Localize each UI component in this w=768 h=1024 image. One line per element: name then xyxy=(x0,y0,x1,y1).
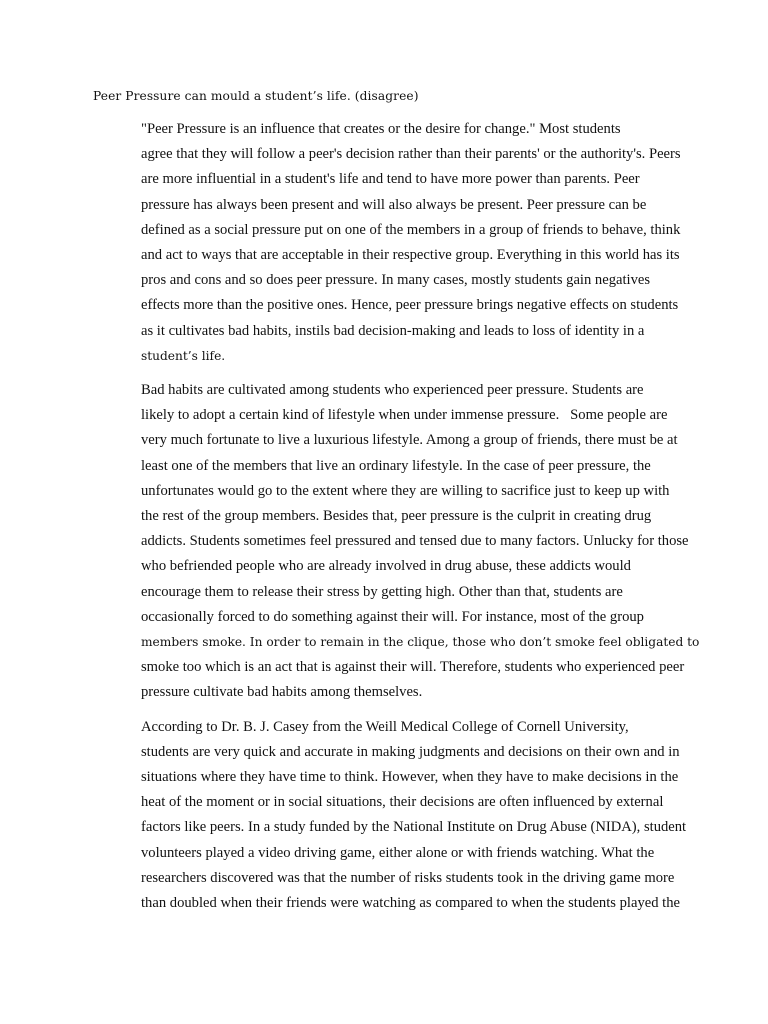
paragraph-1 xyxy=(93,117,679,369)
paragraph-line: volunteers played a video driving game, either alone or with friends watching. What the xyxy=(141,844,655,861)
paragraph-line: addicts. Students sometimes feel pressured and tensed due to many factors. Unlucky for those xyxy=(141,533,689,550)
paragraph-line: who befriended people who are already involved in drug abuse, these addicts would xyxy=(141,558,631,575)
paragraph-line: the rest of the group members. Besides that, peer pressure is the culprit in creating drug xyxy=(141,508,652,525)
paragraph-line: unfortunates would go to the extent where they are willing to sacrifice just to keep up with xyxy=(141,482,670,499)
paragraph-line: very much fortunate to live a luxurious lifestyle. Among a group of friends, there must be at xyxy=(141,432,678,449)
paragraph-line: occasionally forced to do something against their will. For instance, most of the group xyxy=(141,608,644,625)
paragraph-line: effects more than the positive ones. Hence, peer pressure brings negative effects on students xyxy=(141,297,679,314)
paragraph-line: encourage them to release their stress by getting high. Other than that, students are xyxy=(141,583,623,600)
document-title: Peer Pressure can mould a student’s life. (disagree) xyxy=(93,89,419,103)
paragraph-line: According to Dr. B. J. Casey from the Weill Medical College of Cornell University, xyxy=(141,718,629,735)
paragraph-line: pressure cultivate bad habits among themselves. xyxy=(141,684,423,701)
paragraph-line: Bad habits are cultivated among students who experienced peer pressure. Students are xyxy=(141,382,644,399)
paragraph-line: researchers discovered was that the number of risks students took in the driving game more xyxy=(141,869,675,886)
paragraph-line: factors like peers. In a study funded by the National Institute on Drug Abuse (NIDA), student xyxy=(141,819,687,836)
paragraph-line: agree that they will follow a peer's decision rather than their parents' or the authority's. Peers xyxy=(141,146,681,163)
paragraph-line: are more influential in a student's life and tend to have more power than parents. Peer xyxy=(141,171,640,188)
paragraph-line: and act to ways that are acceptable in their respective group. Everything in this world has its xyxy=(141,247,680,264)
paragraph-line-alt-font: members smoke. In order to remain in the clique, those who don’t smoke feel obligated to xyxy=(141,635,700,650)
paragraph-2 xyxy=(93,378,700,706)
paragraph-line: pressure has always been present and will also always be present. Peer pressure can be xyxy=(141,196,647,213)
paragraph-line: pros and cons and so does peer pressure. In many cases, mostly students gain negatives xyxy=(141,272,651,289)
paragraph-line: "Peer Pressure is an influence that creates or the desire for change." Most students xyxy=(141,121,621,137)
paragraph-line: defined as a social pressure put on one of the members in a group of friends to behave, think xyxy=(141,221,681,238)
paragraph-line: than doubled when their friends were watching as compared to when the students played the xyxy=(141,895,680,912)
document-page xyxy=(93,86,700,925)
paragraph-line: smoke too which is an act that is against their will. Therefore, students who experienced peer xyxy=(141,659,685,676)
paragraph-line: least one of the members that live an ordinary lifestyle. In the case of peer pressure, the xyxy=(141,457,651,474)
paragraph-line: students are very quick and accurate in making judgments and decisions on their own and in xyxy=(141,743,680,760)
paragraph-line-alt-font: student’s life. xyxy=(141,348,226,363)
paragraph-line: situations where they have time to think. However, when they have to make decisions in the xyxy=(141,769,679,786)
paragraph-3 xyxy=(93,715,687,917)
paragraph-line: likely to adopt a certain kind of lifestyle when under immense pressure. Some people are xyxy=(141,407,668,424)
paragraph-line: as it cultivates bad habits, instils bad decision-making and leads to loss of identity in a xyxy=(141,322,645,339)
paragraph-line: heat of the moment or in social situations, their decisions are often influenced by external xyxy=(141,794,664,811)
